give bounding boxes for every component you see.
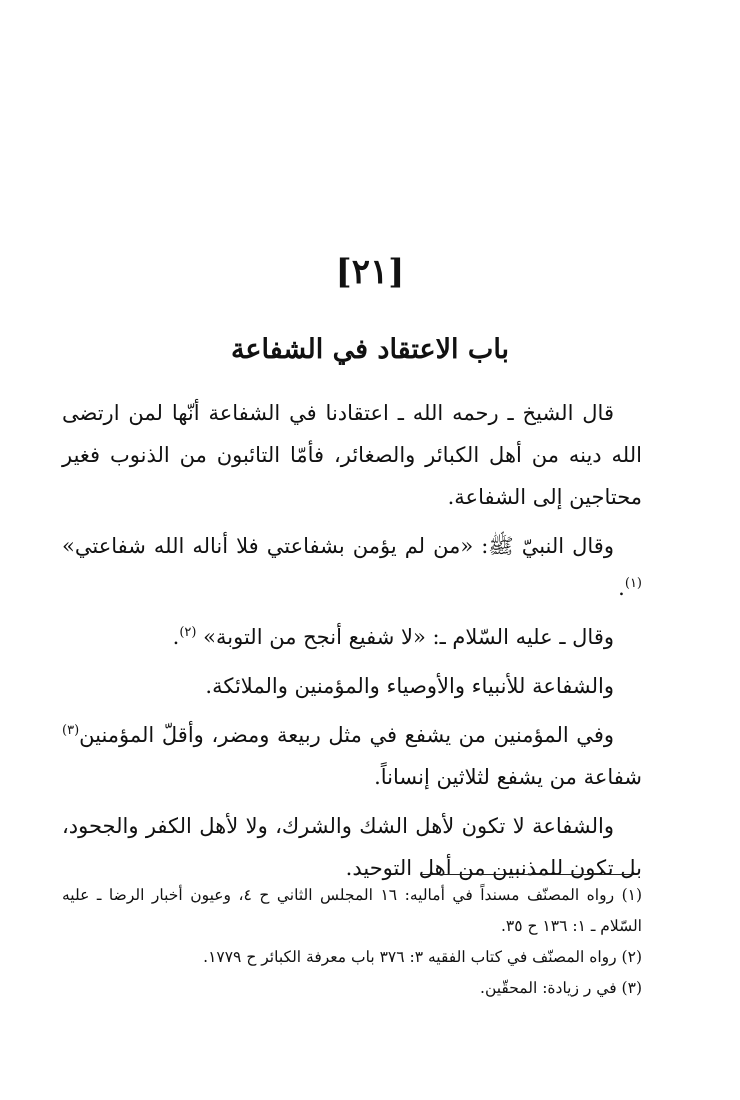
footnote-3: (٣) في ر زيادة: المحقّين.: [480, 979, 642, 997]
paragraph-5: [62, 714, 642, 798]
footnotes: [62, 880, 642, 1004]
chapter-number: [٢١]: [335, 252, 405, 292]
paragraph-2-text: وقال النبيّ ﷺ: «من لم يؤمن بشفاعتي فلا أناله الله شفاعتي»: [62, 534, 614, 558]
footnote-divider: [420, 874, 634, 875]
paragraph-4: والشفاعة للأنبياء والأوصياء والمؤمنين والملائكة.: [205, 674, 614, 698]
paragraph-6: والشفاعة لا تكون لأهل الشك والشرك، ولا لأهل الكفر والجحود، بل تكون للمذنبين من أهل التوحيد.: [62, 814, 642, 880]
paragraph-3-text: وقال ـ عليه السّلام ـ: «لا شفيع أنجح من التوبة»: [203, 625, 614, 649]
paragraph-5-tail: شفاعة من يشفع لثلاثين إنساناً.: [374, 765, 642, 789]
paragraph-2: وقال النبيّ ﷺ: «من لم يؤمن بشفاعتي فلا أناله الله شفاعتي» $^{(١)}$.: [62, 534, 642, 600]
footnote-2: (٢) رواه المصنّف في كتاب الفقيه ٣: ٣٧٦ باب معرفة الكبائر ح ١٧٧٩.: [203, 948, 642, 966]
footnote-1: (١) رواه المصنّف مسنداً في أماليه: ١٦ المجلس الثاني ح ٤، وعيون أخبار الرضا ـ عليه السّلام ـ ١: ١٣٦ ح ٣٥.: [62, 886, 643, 935]
footnote-ref-3: (٣): [62, 723, 80, 738]
paragraph-1: قال الشيخ ـ رحمه الله ـ اعتقادنا في الشفاعة أنّها لمن ارتضى الله دينه من أهل الكبائر والصغائر، فأمّا التائبون من الذنوب فغير محتاجين إلى الشفاعة.: [62, 401, 642, 509]
chapter-title: باب الاعتقاد في الشفاعة: [230, 334, 510, 365]
footnote-ref-2: (٢): [179, 625, 197, 640]
paragraph-3: وقال ـ عليه السّلام ـ: «لا شفيع أنجح من التوبة» $^{(٢)}$.: [172, 625, 614, 649]
footnote-ref-1: (١): [624, 576, 642, 591]
main-text: [62, 392, 642, 896]
paragraph-5-text: وفي المؤمنين من يشفع في مثل ربيعة ومضر، وأقلّ المؤمنين: [79, 723, 614, 747]
